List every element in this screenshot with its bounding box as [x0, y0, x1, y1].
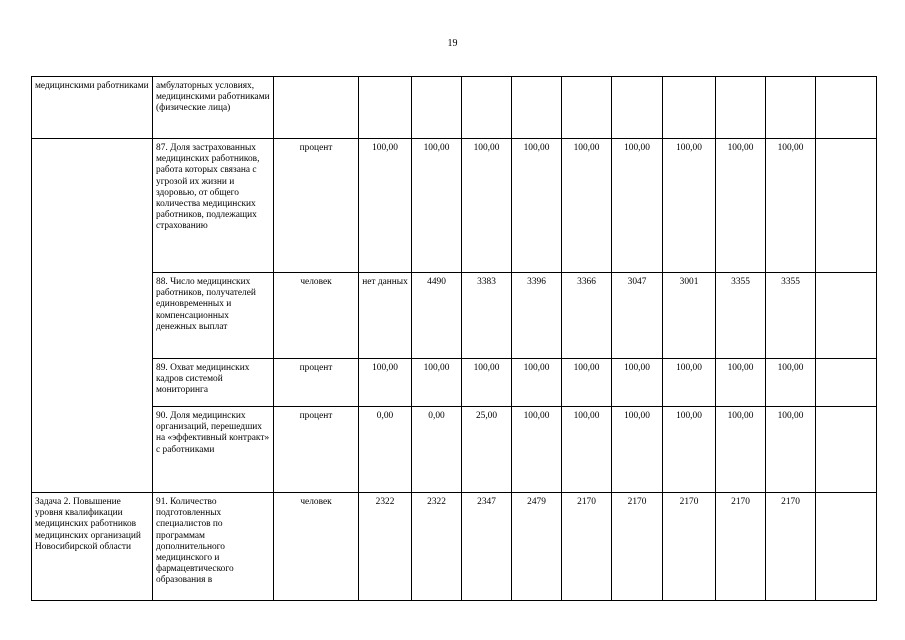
value-cell	[716, 77, 766, 139]
value-cell: 100,00	[562, 359, 612, 407]
value-cell: 2322	[359, 493, 412, 601]
value-cell: 25,00	[462, 407, 512, 493]
value-cell	[612, 77, 663, 139]
value-cell: 2170	[716, 493, 766, 601]
value-cell: 4490	[412, 273, 462, 359]
value-cell: 100,00	[716, 359, 766, 407]
unit-cell: процент	[274, 407, 359, 493]
goal-text: Задача 2. Повышение уровня квалификации медицинских работников медицинских организаций Новосибирской области	[35, 497, 141, 552]
table-row	[32, 407, 877, 493]
goal-cell	[32, 493, 153, 601]
value-cell: 2347	[462, 493, 512, 601]
indicator-text: 90. Доля медицинских организаций, перешедших на «эффективный контракт» с работниками	[156, 411, 270, 455]
table-row	[32, 273, 877, 359]
indicator-cell	[153, 273, 274, 359]
indicator-cell	[153, 493, 274, 601]
value-cell: 100,00	[716, 407, 766, 493]
value-cell: 3047	[612, 273, 663, 359]
value-cell	[816, 493, 877, 601]
indicator-cell	[153, 77, 274, 139]
value-cell: 0,00	[359, 407, 412, 493]
value-cell: 100,00	[562, 139, 612, 273]
value-cell	[412, 77, 462, 139]
value-cell	[512, 77, 562, 139]
table-body	[32, 77, 877, 601]
value-cell: 3383	[462, 273, 512, 359]
value-cell: 3366	[562, 273, 612, 359]
value-cell: 100,00	[716, 139, 766, 273]
unit-cell	[274, 77, 359, 139]
value-cell	[359, 77, 412, 139]
goal-text: медицинскими работниками	[35, 81, 149, 91]
value-cell: 100,00	[663, 359, 716, 407]
value-cell	[766, 77, 816, 139]
value-cell: 100,00	[412, 359, 462, 407]
value-cell	[816, 359, 877, 407]
value-cell: 100,00	[612, 139, 663, 273]
value-cell: 100,00	[766, 407, 816, 493]
value-cell	[816, 139, 877, 273]
value-cell: 2170	[663, 493, 716, 601]
value-cell	[562, 77, 612, 139]
value-cell: 100,00	[663, 139, 716, 273]
page-number: 19	[447, 38, 458, 49]
indicator-text: 88. Число медицинских работников, получателей единовременных и компенсационных денежных выплат	[156, 277, 256, 332]
value-cell: 100,00	[462, 359, 512, 407]
unit-cell: человек	[274, 273, 359, 359]
value-cell: 100,00	[512, 139, 562, 273]
value-cell	[816, 77, 877, 139]
value-cell: 2479	[512, 493, 562, 601]
value-cell: 100,00	[462, 139, 512, 273]
value-cell: 100,00	[412, 139, 462, 273]
value-cell: 100,00	[562, 407, 612, 493]
indicator-text: 91. Количество подготовленных специалистов по программам дополнительного медицинского и фармацевтического образования в	[156, 497, 234, 586]
value-cell: 100,00	[663, 407, 716, 493]
value-cell	[462, 77, 512, 139]
unit-cell: процент	[274, 359, 359, 407]
value-cell: 3396	[512, 273, 562, 359]
indicator-text: 89. Охват медицинских кадров системой мониторинга	[156, 363, 250, 396]
value-cell: 3355	[766, 273, 816, 359]
value-cell: нет данных	[359, 273, 412, 359]
indicator-cell	[153, 359, 274, 407]
value-cell: 0,00	[412, 407, 462, 493]
value-cell	[663, 77, 716, 139]
value-cell: 100,00	[766, 139, 816, 273]
goal-cell	[32, 139, 153, 493]
value-cell: 100,00	[612, 359, 663, 407]
value-cell: 100,00	[359, 139, 412, 273]
value-cell: 100,00	[612, 407, 663, 493]
table-row	[32, 493, 877, 601]
value-cell: 100,00	[512, 407, 562, 493]
value-cell: 3001	[663, 273, 716, 359]
value-cell: 2170	[612, 493, 663, 601]
value-cell	[816, 273, 877, 359]
indicator-text: 87. Доля застрахованных медицинских работников, работа которых связана с угрозой их жизни и здоровью, от общего количества медицинских работников, подлежащих страхованию	[156, 143, 260, 232]
value-cell: 100,00	[512, 359, 562, 407]
value-cell: 3355	[716, 273, 766, 359]
indicator-cell	[153, 407, 274, 493]
unit-cell: процент	[274, 139, 359, 273]
value-cell	[816, 407, 877, 493]
table-row	[32, 77, 877, 139]
value-cell: 100,00	[359, 359, 412, 407]
value-cell: 2322	[412, 493, 462, 601]
unit-cell: человек	[274, 493, 359, 601]
table-row	[32, 139, 877, 273]
goal-cell	[32, 77, 153, 139]
indicator-cell	[153, 139, 274, 273]
indicator-text: амбулаторных условиях, медицинскими работниками (физические лица)	[156, 81, 270, 114]
value-cell: 100,00	[766, 359, 816, 407]
indicators-table	[31, 76, 877, 601]
table-row	[32, 359, 877, 407]
value-cell: 2170	[766, 493, 816, 601]
value-cell: 2170	[562, 493, 612, 601]
